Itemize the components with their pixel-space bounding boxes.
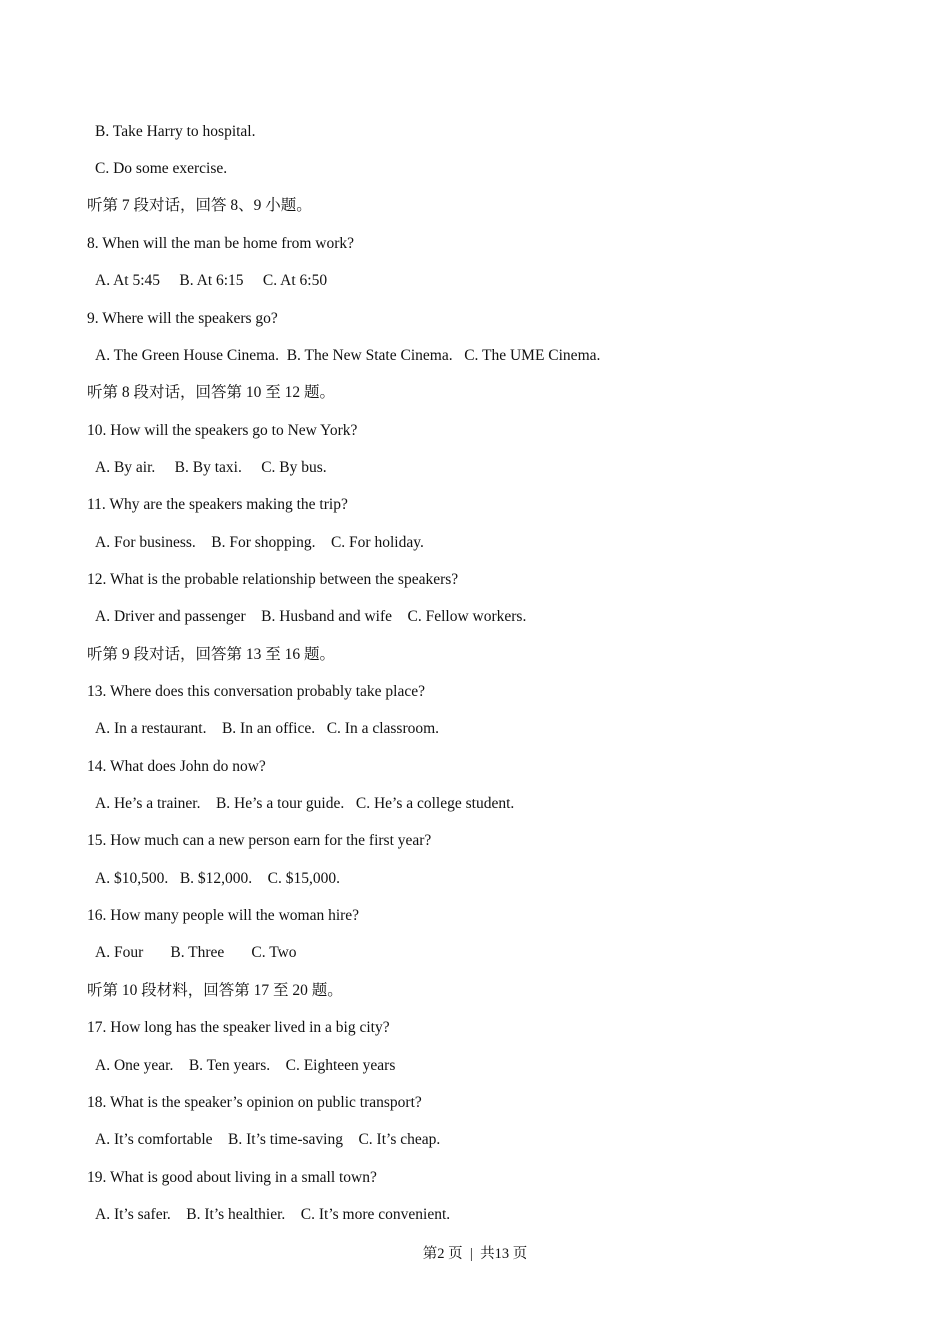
option-line: A. Four B. Three C. Two — [95, 944, 297, 961]
question-line: 12. What is the probable relationship between the speakers? — [87, 571, 459, 588]
question-line: 17. How long has the speaker lived in a big city? — [87, 1019, 390, 1036]
section-instruction: 听第 8 段对话，回答第 10 至 12 题。 — [87, 384, 336, 401]
option-line: A. For business. B. For shopping. C. For holiday. — [95, 534, 424, 551]
option-line: A. He’s a trainer. B. He’s a tour guide. C. He’s a college student. — [95, 795, 515, 812]
question-line: 16. How many people will the woman hire? — [87, 907, 360, 924]
option-line: B. Take Harry to hospital. — [95, 123, 256, 140]
option-line: A. $10,500. B. $12,000. C. $15,000. — [95, 870, 340, 887]
question-line: 10. How will the speakers go to New York? — [87, 422, 358, 439]
option-line: C. Do some exercise. — [95, 160, 228, 177]
question-line: 15. How much can a new person earn for the first year? — [87, 832, 432, 849]
section-instruction: 听第 9 段对话，回答第 13 至 16 题。 — [87, 646, 336, 663]
option-line: A. It’s safer. B. It’s healthier. C. It’s more convenient. — [95, 1206, 451, 1223]
question-line: 19. What is good about living in a small town? — [87, 1169, 377, 1186]
question-line: 11. Why are the speakers making the trip? — [87, 496, 348, 513]
option-line: A. It’s comfortable B. It’s time-saving C. It’s cheap. — [95, 1131, 441, 1148]
question-line: 18. What is the speaker’s opinion on public transport? — [87, 1094, 422, 1111]
option-line: A. By air. B. By taxi. C. By bus. — [95, 459, 327, 476]
question-line: 9. Where will the speakers go? — [87, 310, 278, 327]
page-footer: 第2 页 | 共13 页 — [422, 1246, 528, 1262]
question-line: 13. Where does this conversation probably take place? — [87, 683, 426, 700]
section-instruction: 听第 7 段对话，回答 8、9 小题。 — [87, 197, 312, 214]
section-instruction: 听第 10 段材料，回答第 17 至 20 题。 — [87, 982, 343, 999]
option-line: A. One year. B. Ten years. C. Eighteen years — [95, 1057, 396, 1074]
option-line: A. In a restaurant. B. In an office. C. In a classroom. — [95, 720, 440, 737]
option-line: A. At 5:45 B. At 6:15 C. At 6:50 — [95, 272, 328, 289]
option-line: A. The Green House Cinema. B. The New State Cinema. C. The UME Cinema. — [95, 347, 601, 364]
question-line: 8. When will the man be home from work? — [87, 235, 355, 252]
question-line: 14. What does John do now? — [87, 758, 266, 775]
option-line: A. Driver and passenger B. Husband and wife C. Fellow workers. — [95, 608, 527, 625]
